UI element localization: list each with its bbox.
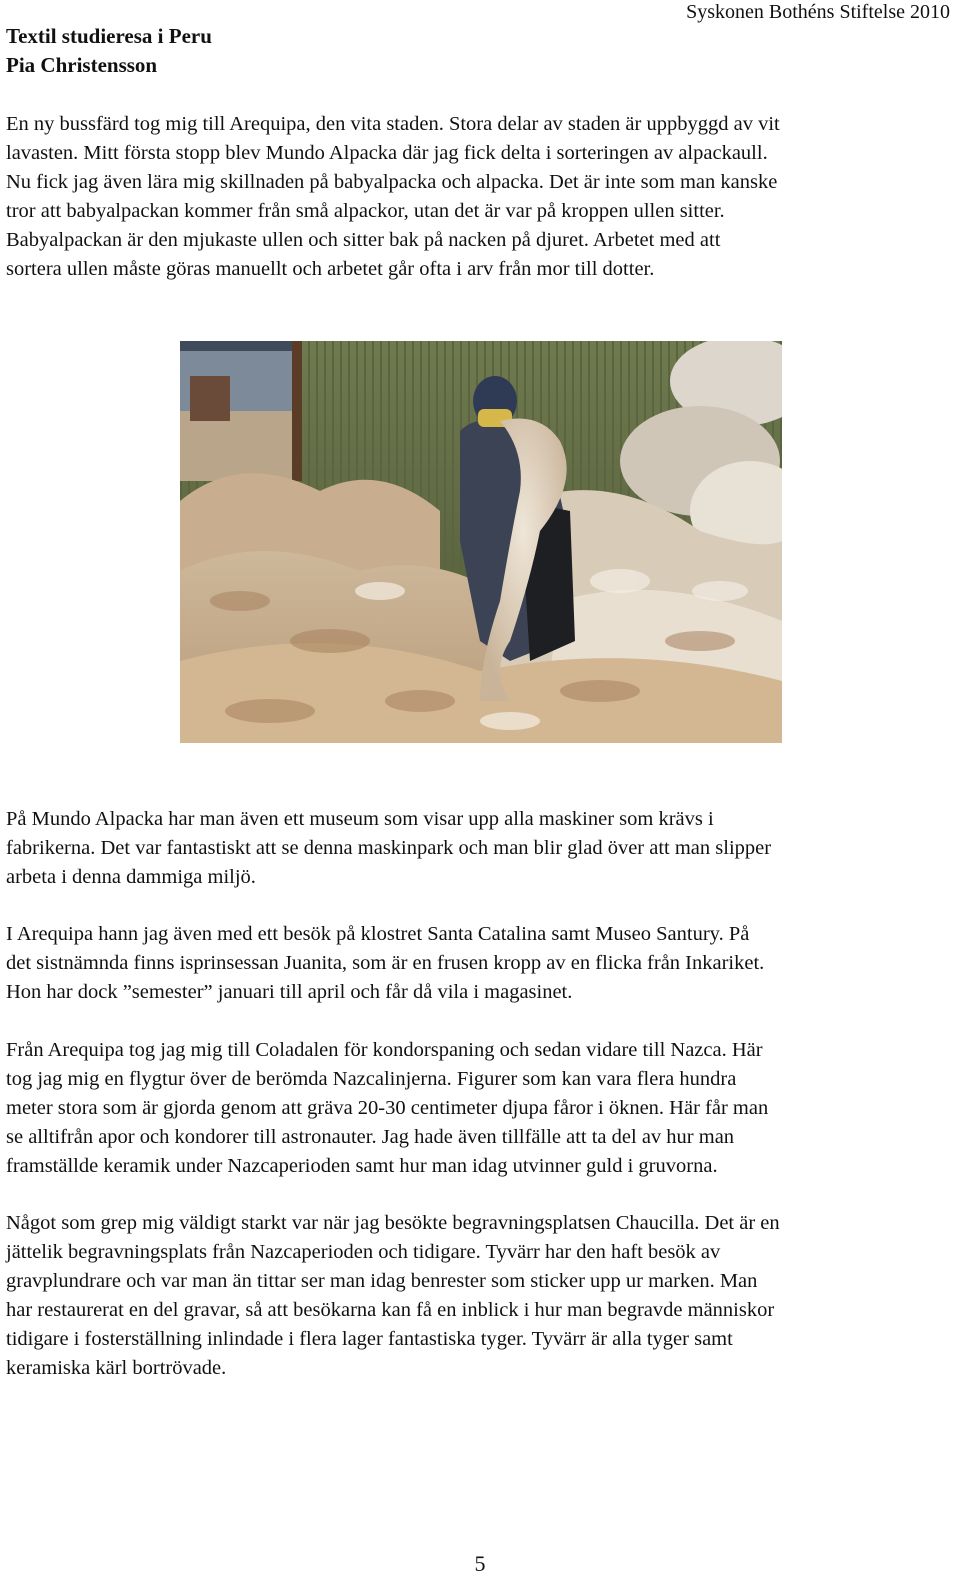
running-header: Syskonen Bothéns Stiftelse 2010 — [686, 1, 950, 23]
document-title-block — [6, 22, 212, 80]
paragraph-3 — [6, 920, 954, 1007]
text-line: Nu fick jag även lära mig skillnaden på babyalpacka och alpacka. Det är inte som man kanske — [6, 171, 778, 193]
text-line: det sistnämnda finns isprinsessan Juanita, som är en frusen kropp av en flicka från Inkariket. — [6, 952, 765, 974]
paragraph-5 — [6, 1209, 954, 1383]
text-line: framställde keramik under Nazcaperioden samt hur man idag utvinner guld i gruvorna. — [6, 1155, 718, 1177]
text-line: Från Arequipa tog jag mig till Coladalen för kondorspaning och sedan vidare till Nazca. Här — [6, 1039, 763, 1061]
text-line: jättelik begravningsplats från Nazcaperioden och tidigare. Tyvärr har den haft besök av — [6, 1241, 721, 1263]
paragraph-1 — [6, 110, 954, 284]
text-line: meter stora som är gjorda genom att gräva 20-30 centimeter djupa fåror i öknen. Här får man — [6, 1097, 769, 1119]
text-line: fabrikerna. Det var fantastiskt att se denna maskinpark och man blir glad över att man slipper — [6, 837, 772, 859]
paragraph-2 — [6, 805, 954, 892]
author-name: Pia Christensson — [6, 53, 158, 77]
text-line: På Mundo Alpacka har man även ett museum som visar upp alla maskiner som krävs i — [6, 808, 714, 830]
text-line: se alltifrån apor och kondorer till astronauter. Jag hade även tillfälle att ta del av hur man — [6, 1126, 735, 1148]
text-line: En ny bussfärd tog mig till Arequipa, den vita staden. Stora delar av staden är uppbyggd av vit — [6, 113, 780, 135]
text-line: Något som grep mig väldigt starkt var när jag besökte begravningsplatsen Chaucilla. Det är en — [6, 1212, 780, 1234]
text-line: tog jag mig en flygtur över de berömda Nazcalinjerna. Figurer som kan vara flera hundra — [6, 1068, 737, 1090]
paragraph-4 — [6, 1036, 954, 1181]
text-line: lavasten. Mitt första stopp blev Mundo Alpacka där jag fick delta i sorteringen av alpackaull. — [6, 142, 768, 164]
text-line: tidigare i fosterställning inlindade i flera lager fantastiska tyger. Tyvärr är alla tyger samt — [6, 1328, 733, 1350]
text-line: Babyalpackan är den mjukaste ullen och sitter bak på nacken på djuret. Arbetet med att — [6, 229, 721, 251]
text-line: har restaurerat en del gravar, så att besökarna kan få en inblick i hur man begravde människor — [6, 1299, 775, 1321]
text-line: Hon har dock ”semester” januari till april och får då vila i magasinet. — [6, 981, 573, 1003]
text-line: tror att babyalpackan kommer från små alpackor, utan det är var på kroppen ullen sitter. — [6, 200, 725, 222]
page-number: 5 — [474, 1551, 486, 1576]
alpaca-wool-sorting-photo — [180, 341, 782, 743]
text-line: I Arequipa hann jag även med ett besök på klostret Santa Catalina samt Museo Santury. På — [6, 923, 750, 945]
text-line: sortera ullen måste göras manuellt och arbetet går ofta i arv från mor till dotter. — [6, 258, 655, 280]
document-title: Textil studieresa i Peru — [6, 24, 212, 48]
text-line: arbeta i denna dammiga miljö. — [6, 866, 256, 888]
text-line: keramiska kärl bortrövade. — [6, 1357, 227, 1379]
text-line: gravplundrare och var man än tittar ser man idag benrester som sticker upp ur marken. Man — [6, 1270, 758, 1292]
